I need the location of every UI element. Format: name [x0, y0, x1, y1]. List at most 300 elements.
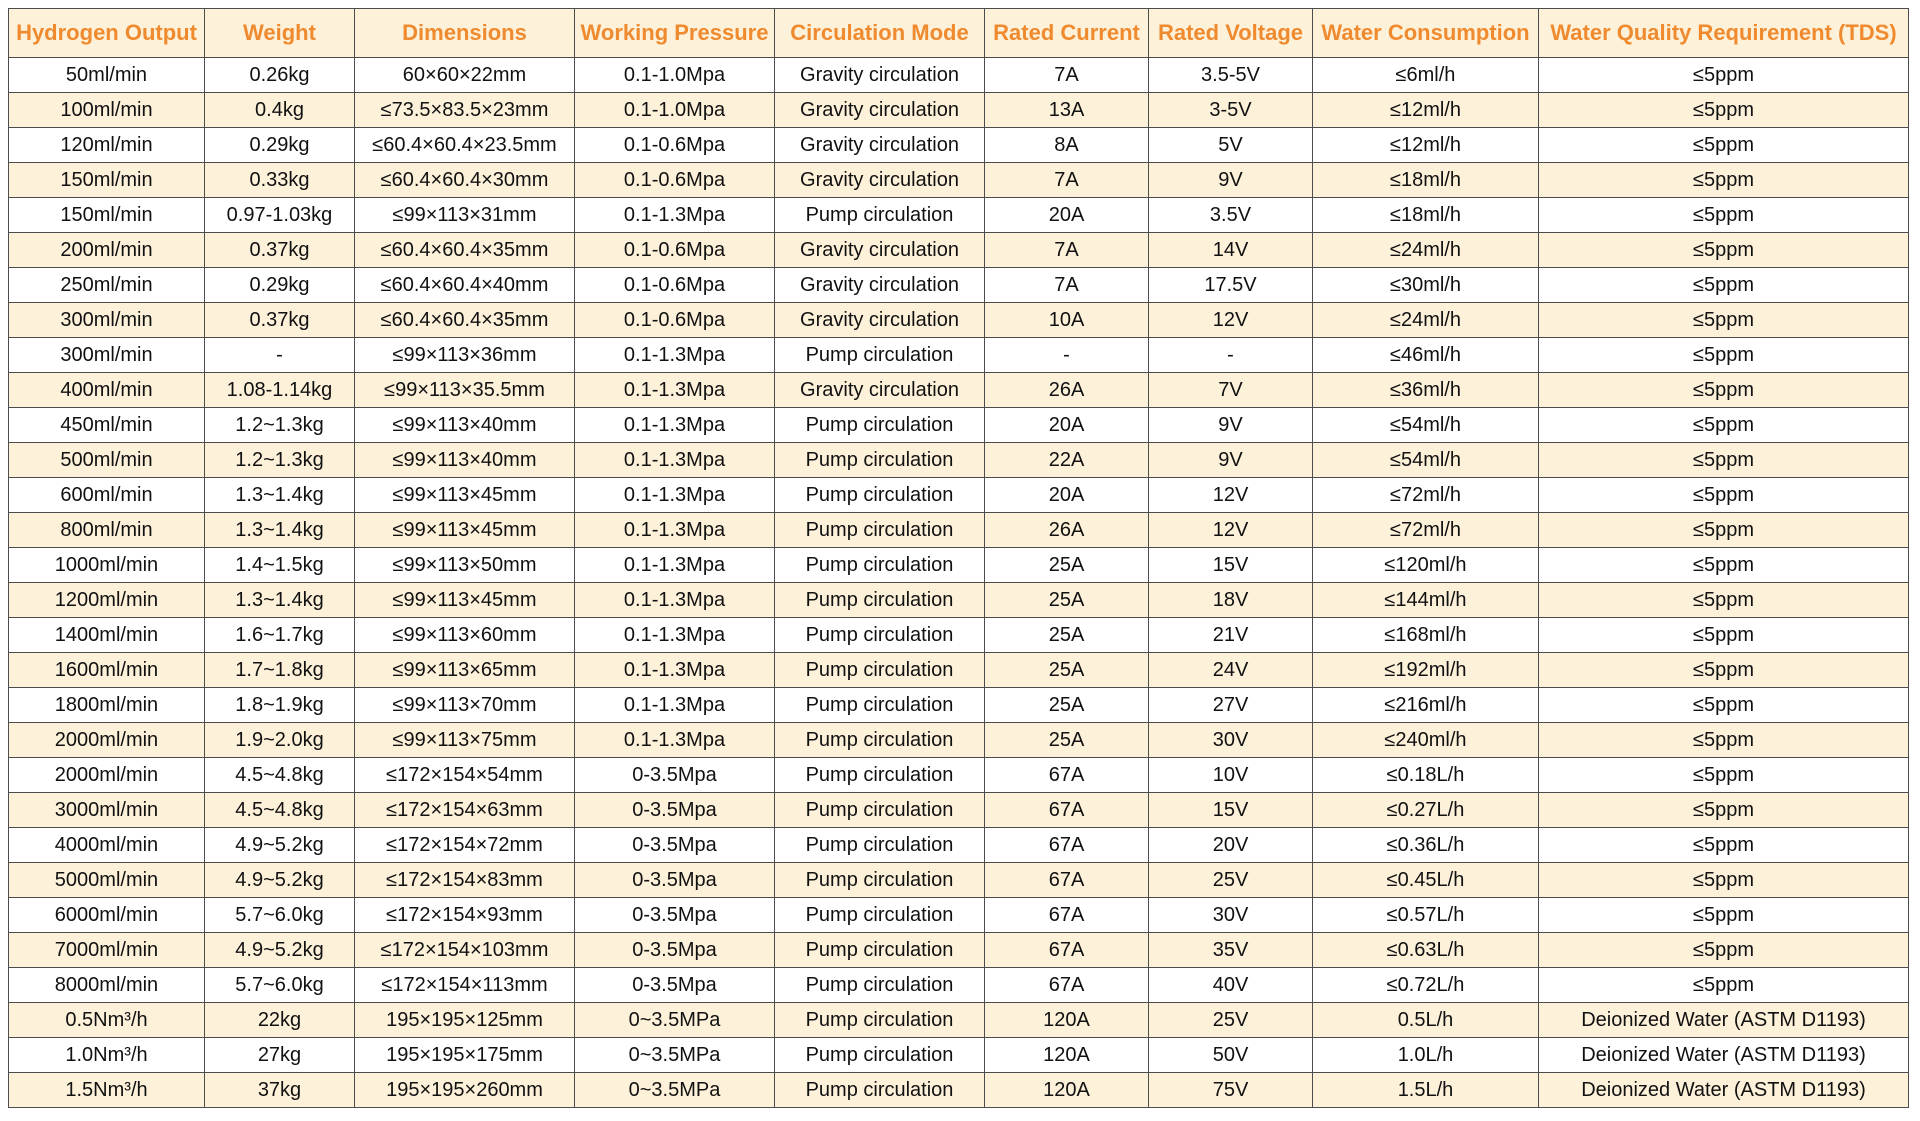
- table-row: [9, 268, 1909, 303]
- cell-dimensions: ≤99×113×50mm: [355, 548, 575, 583]
- table-row: [9, 93, 1909, 128]
- cell-working-pressure: 0.1-0.6Mpa: [575, 128, 775, 163]
- cell-rated-current: 67A: [985, 863, 1149, 898]
- cell-dimensions: ≤172×154×63mm: [355, 793, 575, 828]
- cell-water-quality: ≤5ppm: [1539, 478, 1909, 513]
- cell-working-pressure: 0.1-1.3Mpa: [575, 338, 775, 373]
- cell-rated-voltage: 9V: [1149, 163, 1313, 198]
- cell-water-consumption: ≤168ml/h: [1313, 618, 1539, 653]
- header-circulation-mode: Circulation Mode: [775, 9, 985, 58]
- cell-circulation-mode: Pump circulation: [775, 723, 985, 758]
- table-row: [9, 163, 1909, 198]
- cell-water-consumption: ≤18ml/h: [1313, 198, 1539, 233]
- cell-weight: -: [205, 338, 355, 373]
- table-body: [9, 58, 1909, 1108]
- cell-dimensions: ≤60.4×60.4×35mm: [355, 303, 575, 338]
- cell-dimensions: ≤99×113×75mm: [355, 723, 575, 758]
- cell-working-pressure: 0-3.5Mpa: [575, 793, 775, 828]
- table-row: [9, 793, 1909, 828]
- cell-weight: 0.29kg: [205, 268, 355, 303]
- cell-rated-voltage: 12V: [1149, 478, 1313, 513]
- cell-weight: 1.8~1.9kg: [205, 688, 355, 723]
- cell-rated-current: 26A: [985, 513, 1149, 548]
- table-row: [9, 863, 1909, 898]
- cell-circulation-mode: Gravity circulation: [775, 58, 985, 93]
- cell-weight: 4.5~4.8kg: [205, 793, 355, 828]
- cell-working-pressure: 0-3.5Mpa: [575, 828, 775, 863]
- cell-rated-current: 25A: [985, 618, 1149, 653]
- table-row: [9, 758, 1909, 793]
- cell-circulation-mode: Gravity circulation: [775, 128, 985, 163]
- cell-rated-current: 25A: [985, 653, 1149, 688]
- cell-water-consumption: ≤12ml/h: [1313, 128, 1539, 163]
- table-row: [9, 58, 1909, 93]
- table-row: [9, 1038, 1909, 1073]
- cell-water-quality: ≤5ppm: [1539, 653, 1909, 688]
- cell-weight: 1.2~1.3kg: [205, 408, 355, 443]
- cell-circulation-mode: Pump circulation: [775, 863, 985, 898]
- cell-rated-current: 25A: [985, 583, 1149, 618]
- cell-circulation-mode: Gravity circulation: [775, 303, 985, 338]
- cell-water-consumption: ≤30ml/h: [1313, 268, 1539, 303]
- cell-circulation-mode: Pump circulation: [775, 548, 985, 583]
- table-row: [9, 898, 1909, 933]
- cell-hydrogen-output: 300ml/min: [9, 303, 205, 338]
- cell-rated-current: 26A: [985, 373, 1149, 408]
- cell-dimensions: ≤99×113×31mm: [355, 198, 575, 233]
- cell-circulation-mode: Pump circulation: [775, 443, 985, 478]
- cell-rated-voltage: 40V: [1149, 968, 1313, 1003]
- cell-dimensions: ≤99×113×40mm: [355, 408, 575, 443]
- header-dimensions: Dimensions: [355, 9, 575, 58]
- cell-rated-voltage: 7V: [1149, 373, 1313, 408]
- cell-hydrogen-output: 6000ml/min: [9, 898, 205, 933]
- cell-hydrogen-output: 450ml/min: [9, 408, 205, 443]
- cell-weight: 1.4~1.5kg: [205, 548, 355, 583]
- cell-working-pressure: 0~3.5MPa: [575, 1003, 775, 1038]
- cell-water-consumption: ≤24ml/h: [1313, 233, 1539, 268]
- cell-rated-voltage: 21V: [1149, 618, 1313, 653]
- cell-rated-voltage: 75V: [1149, 1073, 1313, 1108]
- table-row: [9, 723, 1909, 758]
- table-row: [9, 478, 1909, 513]
- cell-water-quality: ≤5ppm: [1539, 268, 1909, 303]
- cell-working-pressure: 0.1-0.6Mpa: [575, 233, 775, 268]
- cell-circulation-mode: Pump circulation: [775, 758, 985, 793]
- cell-circulation-mode: Pump circulation: [775, 933, 985, 968]
- cell-weight: 1.3~1.4kg: [205, 478, 355, 513]
- table-row: [9, 128, 1909, 163]
- cell-water-consumption: ≤46ml/h: [1313, 338, 1539, 373]
- cell-dimensions: ≤99×113×45mm: [355, 478, 575, 513]
- cell-circulation-mode: Pump circulation: [775, 338, 985, 373]
- header-rated-voltage: Rated Voltage: [1149, 9, 1313, 58]
- cell-water-consumption: ≤12ml/h: [1313, 93, 1539, 128]
- table-row: [9, 338, 1909, 373]
- cell-water-quality: ≤5ppm: [1539, 863, 1909, 898]
- cell-working-pressure: 0~3.5MPa: [575, 1038, 775, 1073]
- cell-rated-voltage: 18V: [1149, 583, 1313, 618]
- cell-dimensions: ≤172×154×83mm: [355, 863, 575, 898]
- cell-rated-voltage: 3.5V: [1149, 198, 1313, 233]
- cell-dimensions: ≤60.4×60.4×35mm: [355, 233, 575, 268]
- cell-rated-current: -: [985, 338, 1149, 373]
- cell-rated-voltage: 25V: [1149, 1003, 1313, 1038]
- cell-rated-current: 25A: [985, 688, 1149, 723]
- cell-water-consumption: ≤0.18L/h: [1313, 758, 1539, 793]
- cell-rated-current: 67A: [985, 898, 1149, 933]
- cell-weight: 1.2~1.3kg: [205, 443, 355, 478]
- cell-rated-current: 67A: [985, 828, 1149, 863]
- cell-working-pressure: 0.1-1.3Mpa: [575, 478, 775, 513]
- cell-circulation-mode: Pump circulation: [775, 408, 985, 443]
- cell-hydrogen-output: 4000ml/min: [9, 828, 205, 863]
- table-row: [9, 618, 1909, 653]
- cell-working-pressure: 0.1-1.3Mpa: [575, 408, 775, 443]
- cell-hydrogen-output: 500ml/min: [9, 443, 205, 478]
- cell-hydrogen-output: 3000ml/min: [9, 793, 205, 828]
- cell-hydrogen-output: 1200ml/min: [9, 583, 205, 618]
- cell-water-quality: ≤5ppm: [1539, 58, 1909, 93]
- cell-water-consumption: ≤240ml/h: [1313, 723, 1539, 758]
- cell-rated-current: 67A: [985, 793, 1149, 828]
- cell-working-pressure: 0.1-1.3Mpa: [575, 198, 775, 233]
- cell-weight: 1.3~1.4kg: [205, 583, 355, 618]
- cell-circulation-mode: Pump circulation: [775, 1003, 985, 1038]
- cell-dimensions: 195×195×125mm: [355, 1003, 575, 1038]
- cell-dimensions: ≤172×154×93mm: [355, 898, 575, 933]
- cell-weight: 1.6~1.7kg: [205, 618, 355, 653]
- cell-water-consumption: ≤72ml/h: [1313, 513, 1539, 548]
- cell-rated-voltage: 35V: [1149, 933, 1313, 968]
- cell-water-consumption: ≤0.27L/h: [1313, 793, 1539, 828]
- cell-hydrogen-output: 400ml/min: [9, 373, 205, 408]
- cell-rated-voltage: 9V: [1149, 443, 1313, 478]
- cell-water-consumption: ≤192ml/h: [1313, 653, 1539, 688]
- cell-rated-voltage: 10V: [1149, 758, 1313, 793]
- cell-rated-current: 20A: [985, 408, 1149, 443]
- cell-water-consumption: ≤0.72L/h: [1313, 968, 1539, 1003]
- cell-working-pressure: 0.1-1.3Mpa: [575, 373, 775, 408]
- cell-working-pressure: 0.1-0.6Mpa: [575, 303, 775, 338]
- cell-water-quality: Deionized Water (ASTM D1193): [1539, 1003, 1909, 1038]
- cell-water-quality: ≤5ppm: [1539, 688, 1909, 723]
- cell-circulation-mode: Pump circulation: [775, 618, 985, 653]
- cell-circulation-mode: Pump circulation: [775, 478, 985, 513]
- cell-hydrogen-output: 50ml/min: [9, 58, 205, 93]
- cell-working-pressure: 0.1-0.6Mpa: [575, 268, 775, 303]
- cell-dimensions: ≤99×113×40mm: [355, 443, 575, 478]
- cell-rated-voltage: 50V: [1149, 1038, 1313, 1073]
- cell-hydrogen-output: 100ml/min: [9, 93, 205, 128]
- cell-dimensions: ≤99×113×70mm: [355, 688, 575, 723]
- cell-water-quality: ≤5ppm: [1539, 443, 1909, 478]
- cell-rated-voltage: 30V: [1149, 898, 1313, 933]
- cell-weight: 1.3~1.4kg: [205, 513, 355, 548]
- cell-water-consumption: ≤120ml/h: [1313, 548, 1539, 583]
- cell-circulation-mode: Pump circulation: [775, 1038, 985, 1073]
- cell-hydrogen-output: 250ml/min: [9, 268, 205, 303]
- cell-working-pressure: 0~3.5MPa: [575, 1073, 775, 1108]
- cell-water-quality: ≤5ppm: [1539, 793, 1909, 828]
- cell-weight: 5.7~6.0kg: [205, 968, 355, 1003]
- table-row: [9, 513, 1909, 548]
- cell-water-quality: ≤5ppm: [1539, 898, 1909, 933]
- cell-weight: 4.9~5.2kg: [205, 828, 355, 863]
- table-row: [9, 303, 1909, 338]
- cell-dimensions: ≤99×113×45mm: [355, 513, 575, 548]
- cell-weight: 22kg: [205, 1003, 355, 1038]
- cell-working-pressure: 0-3.5Mpa: [575, 863, 775, 898]
- cell-hydrogen-output: 150ml/min: [9, 163, 205, 198]
- table-row: [9, 233, 1909, 268]
- cell-weight: 0.37kg: [205, 303, 355, 338]
- cell-working-pressure: 0.1-1.3Mpa: [575, 548, 775, 583]
- cell-working-pressure: 0.1-1.3Mpa: [575, 443, 775, 478]
- cell-water-consumption: ≤0.63L/h: [1313, 933, 1539, 968]
- header-hydrogen-output: Hydrogen Output: [9, 9, 205, 58]
- cell-working-pressure: 0.1-1.0Mpa: [575, 93, 775, 128]
- cell-dimensions: ≤99×113×45mm: [355, 583, 575, 618]
- cell-water-quality: ≤5ppm: [1539, 338, 1909, 373]
- table-row: [9, 968, 1909, 1003]
- cell-rated-voltage: 27V: [1149, 688, 1313, 723]
- cell-water-quality: ≤5ppm: [1539, 723, 1909, 758]
- cell-water-consumption: 1.0L/h: [1313, 1038, 1539, 1073]
- cell-rated-voltage: 3.5-5V: [1149, 58, 1313, 93]
- cell-rated-current: 20A: [985, 198, 1149, 233]
- cell-dimensions: ≤99×113×60mm: [355, 618, 575, 653]
- cell-rated-current: 22A: [985, 443, 1149, 478]
- cell-rated-current: 25A: [985, 723, 1149, 758]
- cell-dimensions: ≤60.4×60.4×30mm: [355, 163, 575, 198]
- cell-dimensions: ≤60.4×60.4×40mm: [355, 268, 575, 303]
- cell-rated-voltage: 15V: [1149, 793, 1313, 828]
- cell-water-consumption: ≤18ml/h: [1313, 163, 1539, 198]
- cell-water-consumption: ≤0.57L/h: [1313, 898, 1539, 933]
- cell-rated-current: 7A: [985, 233, 1149, 268]
- cell-weight: 4.9~5.2kg: [205, 863, 355, 898]
- cell-working-pressure: 0.1-1.3Mpa: [575, 653, 775, 688]
- cell-rated-voltage: 9V: [1149, 408, 1313, 443]
- cell-hydrogen-output: 120ml/min: [9, 128, 205, 163]
- cell-weight: 37kg: [205, 1073, 355, 1108]
- table-row: [9, 583, 1909, 618]
- cell-working-pressure: 0.1-1.3Mpa: [575, 688, 775, 723]
- cell-hydrogen-output: 600ml/min: [9, 478, 205, 513]
- cell-water-consumption: 1.5L/h: [1313, 1073, 1539, 1108]
- cell-dimensions: ≤172×154×72mm: [355, 828, 575, 863]
- cell-circulation-mode: Gravity circulation: [775, 163, 985, 198]
- cell-water-consumption: ≤6ml/h: [1313, 58, 1539, 93]
- cell-water-consumption: ≤0.45L/h: [1313, 863, 1539, 898]
- header-water-consumption: Water Consumption: [1313, 9, 1539, 58]
- cell-dimensions: ≤99×113×65mm: [355, 653, 575, 688]
- cell-circulation-mode: Pump circulation: [775, 583, 985, 618]
- cell-hydrogen-output: 7000ml/min: [9, 933, 205, 968]
- cell-water-consumption: ≤24ml/h: [1313, 303, 1539, 338]
- cell-weight: 4.5~4.8kg: [205, 758, 355, 793]
- header-water-quality: Water Quality Requirement (TDS): [1539, 9, 1909, 58]
- cell-dimensions: ≤172×154×103mm: [355, 933, 575, 968]
- header-row: [9, 9, 1909, 58]
- cell-rated-current: 120A: [985, 1003, 1149, 1038]
- spec-sheet: [8, 8, 1908, 1108]
- cell-weight: 0.37kg: [205, 233, 355, 268]
- cell-rated-voltage: 17.5V: [1149, 268, 1313, 303]
- cell-rated-voltage: 3-5V: [1149, 93, 1313, 128]
- cell-rated-voltage: 5V: [1149, 128, 1313, 163]
- cell-rated-voltage: 30V: [1149, 723, 1313, 758]
- cell-weight: 27kg: [205, 1038, 355, 1073]
- cell-hydrogen-output: 1800ml/min: [9, 688, 205, 723]
- cell-working-pressure: 0.1-1.3Mpa: [575, 583, 775, 618]
- cell-water-consumption: ≤72ml/h: [1313, 478, 1539, 513]
- cell-rated-voltage: 12V: [1149, 303, 1313, 338]
- cell-rated-voltage: -: [1149, 338, 1313, 373]
- table-row: [9, 653, 1909, 688]
- cell-weight: 1.9~2.0kg: [205, 723, 355, 758]
- table-row: [9, 443, 1909, 478]
- cell-rated-current: 8A: [985, 128, 1149, 163]
- cell-circulation-mode: Pump circulation: [775, 828, 985, 863]
- cell-weight: 0.97-1.03kg: [205, 198, 355, 233]
- cell-dimensions: 60×60×22mm: [355, 58, 575, 93]
- cell-circulation-mode: Pump circulation: [775, 793, 985, 828]
- cell-working-pressure: 0.1-1.3Mpa: [575, 723, 775, 758]
- cell-hydrogen-output: 2000ml/min: [9, 723, 205, 758]
- cell-working-pressure: 0.1-0.6Mpa: [575, 163, 775, 198]
- cell-working-pressure: 0.1-1.3Mpa: [575, 618, 775, 653]
- cell-circulation-mode: Gravity circulation: [775, 93, 985, 128]
- cell-water-quality: ≤5ppm: [1539, 373, 1909, 408]
- cell-rated-current: 7A: [985, 58, 1149, 93]
- cell-rated-voltage: 12V: [1149, 513, 1313, 548]
- cell-rated-current: 25A: [985, 548, 1149, 583]
- cell-dimensions: ≤172×154×54mm: [355, 758, 575, 793]
- cell-water-consumption: ≤144ml/h: [1313, 583, 1539, 618]
- hydrogen-spec-table: [8, 8, 1909, 1108]
- cell-water-quality: ≤5ppm: [1539, 128, 1909, 163]
- cell-hydrogen-output: 150ml/min: [9, 198, 205, 233]
- cell-rated-voltage: 15V: [1149, 548, 1313, 583]
- table-header: [9, 9, 1909, 58]
- cell-circulation-mode: Pump circulation: [775, 968, 985, 1003]
- cell-circulation-mode: Pump circulation: [775, 198, 985, 233]
- cell-water-quality: ≤5ppm: [1539, 583, 1909, 618]
- cell-water-quality: ≤5ppm: [1539, 828, 1909, 863]
- cell-dimensions: ≤99×113×36mm: [355, 338, 575, 373]
- cell-water-quality: ≤5ppm: [1539, 408, 1909, 443]
- cell-water-consumption: ≤0.36L/h: [1313, 828, 1539, 863]
- cell-rated-current: 7A: [985, 163, 1149, 198]
- table-row: [9, 548, 1909, 583]
- cell-water-consumption: ≤54ml/h: [1313, 443, 1539, 478]
- cell-working-pressure: 0-3.5Mpa: [575, 933, 775, 968]
- cell-rated-current: 120A: [985, 1038, 1149, 1073]
- cell-working-pressure: 0-3.5Mpa: [575, 968, 775, 1003]
- cell-water-consumption: ≤36ml/h: [1313, 373, 1539, 408]
- cell-circulation-mode: Pump circulation: [775, 898, 985, 933]
- table-row: [9, 198, 1909, 233]
- cell-water-quality: ≤5ppm: [1539, 163, 1909, 198]
- cell-hydrogen-output: 300ml/min: [9, 338, 205, 373]
- cell-water-consumption: ≤54ml/h: [1313, 408, 1539, 443]
- table-row: [9, 1003, 1909, 1038]
- cell-weight: 0.33kg: [205, 163, 355, 198]
- cell-hydrogen-output: 8000ml/min: [9, 968, 205, 1003]
- cell-water-quality: ≤5ppm: [1539, 618, 1909, 653]
- cell-working-pressure: 0-3.5Mpa: [575, 758, 775, 793]
- cell-water-quality: ≤5ppm: [1539, 93, 1909, 128]
- cell-working-pressure: 0-3.5Mpa: [575, 898, 775, 933]
- cell-water-quality: Deionized Water (ASTM D1193): [1539, 1073, 1909, 1108]
- table-row: [9, 1073, 1909, 1108]
- cell-water-quality: ≤5ppm: [1539, 233, 1909, 268]
- cell-dimensions: ≤99×113×35.5mm: [355, 373, 575, 408]
- cell-water-quality: Deionized Water (ASTM D1193): [1539, 1038, 1909, 1073]
- cell-circulation-mode: Gravity circulation: [775, 373, 985, 408]
- table-row: [9, 373, 1909, 408]
- cell-hydrogen-output: 200ml/min: [9, 233, 205, 268]
- cell-rated-current: 120A: [985, 1073, 1149, 1108]
- cell-water-consumption: ≤216ml/h: [1313, 688, 1539, 723]
- cell-weight: 0.4kg: [205, 93, 355, 128]
- cell-hydrogen-output: 1.0Nm³/h: [9, 1038, 205, 1073]
- cell-rated-current: 13A: [985, 93, 1149, 128]
- cell-dimensions: ≤73.5×83.5×23mm: [355, 93, 575, 128]
- cell-circulation-mode: Pump circulation: [775, 653, 985, 688]
- cell-rated-current: 10A: [985, 303, 1149, 338]
- cell-dimensions: 195×195×175mm: [355, 1038, 575, 1073]
- cell-weight: 4.9~5.2kg: [205, 933, 355, 968]
- table-row: [9, 933, 1909, 968]
- cell-hydrogen-output: 0.5Nm³/h: [9, 1003, 205, 1038]
- cell-hydrogen-output: 1400ml/min: [9, 618, 205, 653]
- cell-weight: 1.08-1.14kg: [205, 373, 355, 408]
- cell-rated-current: 20A: [985, 478, 1149, 513]
- header-weight: Weight: [205, 9, 355, 58]
- cell-rated-current: 67A: [985, 933, 1149, 968]
- cell-water-quality: ≤5ppm: [1539, 513, 1909, 548]
- cell-rated-current: 67A: [985, 758, 1149, 793]
- cell-weight: 0.26kg: [205, 58, 355, 93]
- cell-working-pressure: 0.1-1.3Mpa: [575, 513, 775, 548]
- table-row: [9, 828, 1909, 863]
- cell-rated-voltage: 14V: [1149, 233, 1313, 268]
- cell-hydrogen-output: 5000ml/min: [9, 863, 205, 898]
- cell-dimensions: ≤172×154×113mm: [355, 968, 575, 1003]
- cell-rated-voltage: 25V: [1149, 863, 1313, 898]
- cell-circulation-mode: Gravity circulation: [775, 268, 985, 303]
- cell-water-quality: ≤5ppm: [1539, 968, 1909, 1003]
- header-rated-current: Rated Current: [985, 9, 1149, 58]
- cell-rated-current: 7A: [985, 268, 1149, 303]
- cell-rated-voltage: 20V: [1149, 828, 1313, 863]
- cell-rated-current: 67A: [985, 968, 1149, 1003]
- header-working-pressure: Working Pressure: [575, 9, 775, 58]
- cell-dimensions: ≤60.4×60.4×23.5mm: [355, 128, 575, 163]
- cell-circulation-mode: Pump circulation: [775, 688, 985, 723]
- cell-hydrogen-output: 1.5Nm³/h: [9, 1073, 205, 1108]
- cell-hydrogen-output: 1600ml/min: [9, 653, 205, 688]
- cell-circulation-mode: Pump circulation: [775, 1073, 985, 1108]
- cell-hydrogen-output: 2000ml/min: [9, 758, 205, 793]
- cell-circulation-mode: Pump circulation: [775, 513, 985, 548]
- cell-working-pressure: 0.1-1.0Mpa: [575, 58, 775, 93]
- cell-water-quality: ≤5ppm: [1539, 303, 1909, 338]
- cell-circulation-mode: Gravity circulation: [775, 233, 985, 268]
